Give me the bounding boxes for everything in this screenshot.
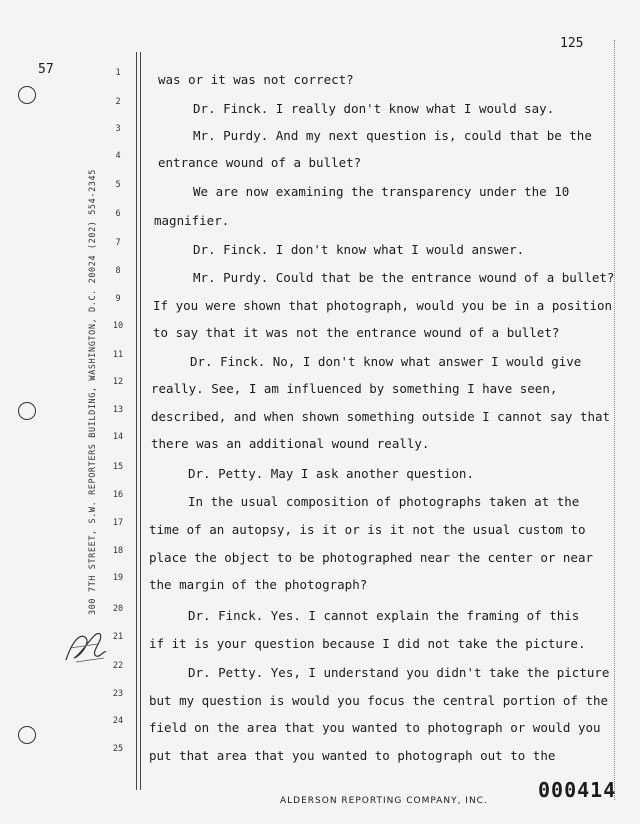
transcript-line: Dr. Petty. Yes, I understand you didn't take the picture (188, 665, 610, 680)
line-number: 7 (115, 238, 121, 248)
line-number: 5 (115, 180, 121, 190)
transcript-line: We are now examining the transparency under the 10 (193, 184, 570, 199)
line-number: 19 (112, 573, 124, 583)
binder-hole-icon (18, 726, 36, 744)
page-number: 125 (560, 36, 584, 51)
transcript-line: place the object to be photographed near the center or near (149, 550, 594, 565)
transcript-line: Dr. Finck. No, I don't know what answer I would give (190, 354, 582, 369)
line-number: 12 (112, 377, 124, 387)
line-number: 11 (112, 350, 124, 360)
line-number: 24 (112, 716, 124, 726)
footer-firm: ALDERSON REPORTING COMPANY, INC. (280, 796, 488, 806)
line-number: 16 (112, 490, 124, 500)
margin-rule (140, 52, 141, 790)
line-number: 18 (112, 546, 124, 556)
transcript-line: the margin of the photograph? (149, 577, 368, 592)
transcript-line: If you were shown that photograph, would you be in a position (153, 298, 613, 313)
line-number: 23 (112, 689, 124, 699)
line-number: 1 (115, 68, 121, 78)
binder-hole-icon (18, 86, 36, 104)
transcript-line: was or it was not correct? (158, 72, 354, 87)
margin-number: 57 (38, 62, 54, 77)
transcript-line: entrance wound of a bullet? (158, 155, 362, 170)
transcript-line: there was an additional wound really. (151, 436, 430, 451)
line-number: 25 (112, 744, 124, 754)
line-number: 6 (115, 209, 121, 219)
line-number: 17 (112, 518, 124, 528)
transcript-line: field on the area that you wanted to photograph or would you (149, 720, 601, 735)
reporter-address: 300 7TH STREET, S.W. REPORTERS BUILDING, WASHINGTON, D.C. 20024 (202) 554-2345 (88, 169, 98, 615)
transcript-line: Dr. Finck. Yes. I cannot explain the framing of this (188, 608, 580, 623)
line-number: 9 (115, 294, 121, 304)
transcript-line: Dr. Finck. I really don't know what I would say. (193, 101, 555, 116)
transcript-line: In the usual composition of photographs taken at the (188, 494, 580, 509)
transcript-line: if it is your question because I did not take the picture. (149, 636, 586, 651)
line-number: 3 (115, 124, 121, 134)
line-number: 8 (115, 266, 121, 276)
line-number: 20 (112, 604, 124, 614)
transcript-line: Dr. Finck. I don't know what I would answer. (193, 242, 525, 257)
transcript-line: but my question is would you focus the central portion of the (149, 693, 609, 708)
line-number: 2 (115, 97, 121, 107)
binder-hole-icon (18, 402, 36, 420)
transcript-line: magnifier. (154, 213, 230, 228)
margin-rule (136, 52, 137, 790)
transcript-line: put that area that you wanted to photograph out to the (149, 748, 556, 763)
line-number: 13 (112, 405, 124, 415)
transcript-line: really. See, I am influenced by something I have seen, (151, 381, 558, 396)
line-number: 22 (112, 661, 124, 671)
bates-number: 000414 (538, 778, 617, 802)
transcript-line: Mr. Purdy. Could that be the entrance wound of a bullet? (193, 270, 615, 285)
transcript-line: described, and when shown something outside I cannot say that (151, 409, 611, 424)
line-number: 10 (112, 321, 124, 331)
transcript-line: Mr. Purdy. And my next question is, could that be the (193, 128, 592, 143)
line-number: 4 (115, 151, 121, 161)
line-number: 14 (112, 432, 124, 442)
transcript-line: Dr. Petty. May I ask another question. (188, 466, 474, 481)
right-margin-rule (614, 40, 616, 800)
transcript-line: time of an autopsy, is it or is it not the usual custom to (149, 522, 586, 537)
line-number: 15 (112, 462, 124, 472)
transcript-line: to say that it was not the entrance wound of a bullet? (153, 325, 560, 340)
line-number: 21 (112, 632, 124, 642)
handwritten-initials-icon (60, 622, 110, 668)
